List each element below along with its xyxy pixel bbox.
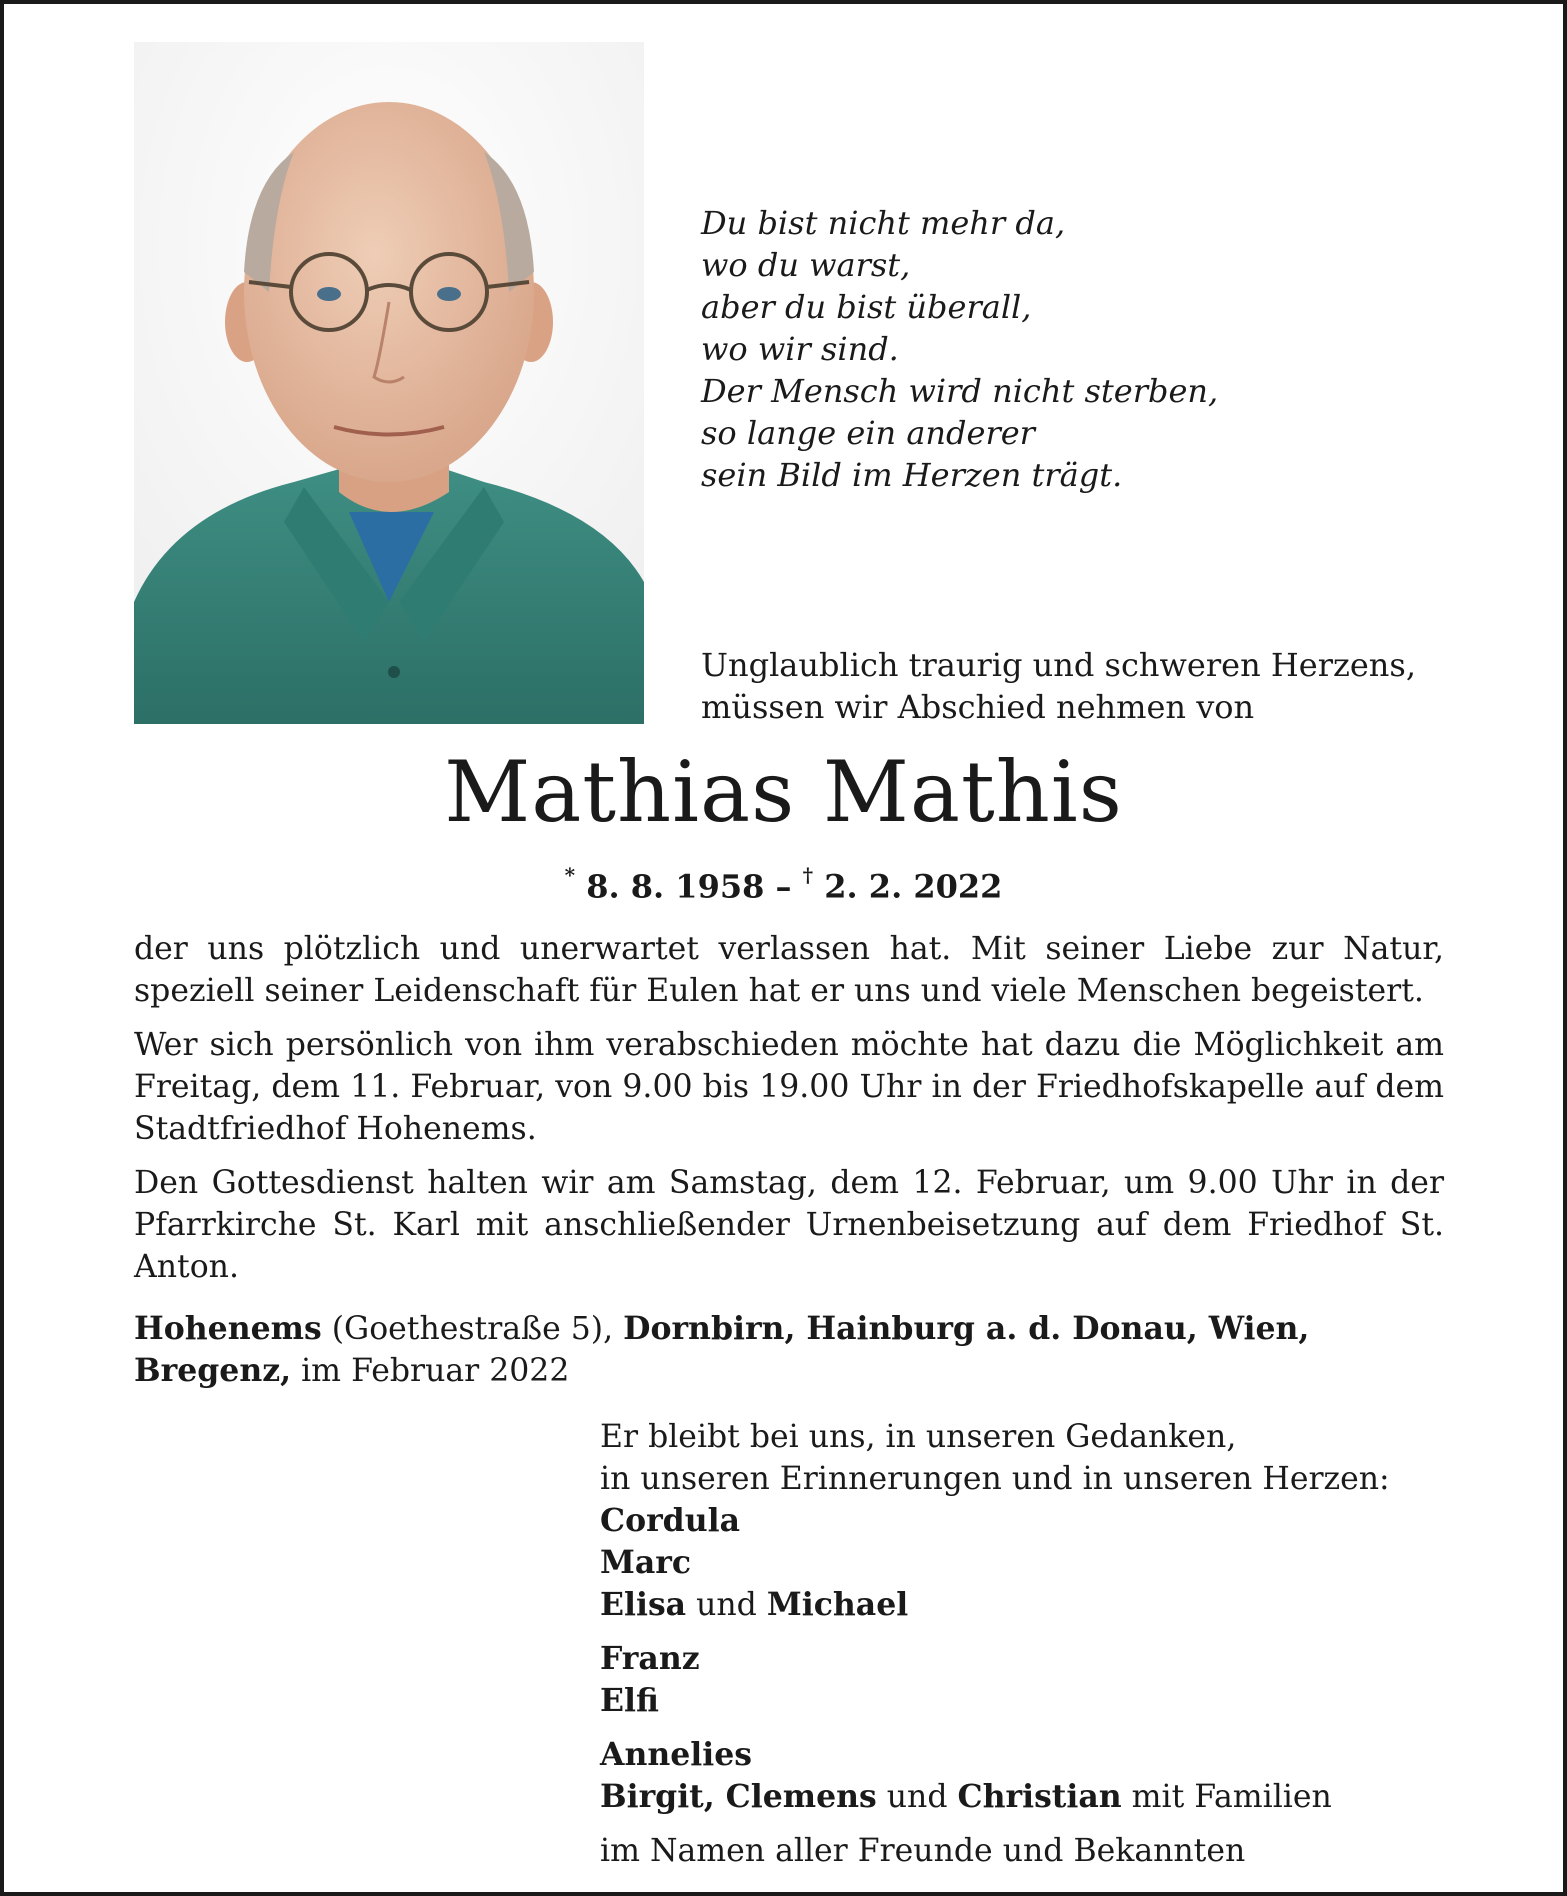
body-paragraph: Den Gottesdienst halten wir am Samstag, dem 12. Februar, um 9.00 Uhr in der Pfarrkirche St. Karl mit anschließender Urnenbeisetzung auf dem Friedhof St. Anton. xyxy=(134,1165,1444,1285)
intro-text xyxy=(701,644,1481,728)
mourner-name: Michael xyxy=(766,1586,909,1623)
body-paragraph: der uns plötzlich und unerwartet verlassen hat. Mit seiner Liebe zur Natur, speziell seiner Leidenschaft für Eulen hat er uns und viele Menschen begeistert. xyxy=(134,931,1444,1009)
mourner-conjunction: und xyxy=(886,1779,948,1815)
poem-line: aber du bist überall, xyxy=(701,288,1032,326)
poem-line: sein Bild im Herzen trägt. xyxy=(701,456,1123,494)
death-date: 2. 2. 2022 xyxy=(824,867,1003,906)
mourner-name: Annelies xyxy=(600,1736,752,1773)
place-cities: Dornbirn, Hainburg a. d. Donau, Wien, xyxy=(623,1310,1310,1347)
poem-line: wo wir sind. xyxy=(701,330,899,368)
portrait-icon xyxy=(134,42,644,724)
place-date: im Februar 2022 xyxy=(301,1353,570,1389)
intro-line: Unglaublich traurig und schweren Herzens, xyxy=(701,646,1416,684)
mourners-intro-line: in unseren Erinnerungen und in unseren Herzen: xyxy=(600,1461,1390,1497)
poem-line: Du bist nicht mehr da, xyxy=(701,204,1066,242)
poem xyxy=(701,202,1401,496)
mourner-name: Birgit, Clemens xyxy=(600,1778,877,1815)
place-city-last: Bregenz, xyxy=(134,1352,292,1389)
intro-line: müssen wir Abschied nehmen von xyxy=(701,688,1255,726)
portrait-photo xyxy=(134,42,644,724)
mourners-list xyxy=(600,1416,1480,1872)
mourner-name: Franz xyxy=(600,1640,700,1677)
friends-line: im Namen aller Freunde und Bekannten xyxy=(600,1833,1246,1869)
death-symbol: † xyxy=(802,863,814,887)
mourner-name: Elfi xyxy=(600,1682,659,1719)
place-address: (Goethestraße 5), xyxy=(331,1311,614,1347)
place-city: Hohenems xyxy=(134,1310,322,1347)
poem-line: wo du warst, xyxy=(701,246,911,284)
deceased-name: Mathias Mathis xyxy=(444,743,1123,841)
place-and-date xyxy=(134,1308,1454,1392)
mourner-name: Elisa xyxy=(600,1586,687,1623)
mourner-conjunction: und xyxy=(696,1587,757,1623)
mourner-suffix: mit Familien xyxy=(1131,1779,1332,1815)
mourner-name: Marc xyxy=(600,1544,692,1581)
mourners-intro-line: Er bleibt bei uns, in unseren Gedanken, xyxy=(600,1419,1237,1455)
poem-line: Der Mensch wird nicht sterben, xyxy=(701,372,1219,410)
poem-line: so lange ein anderer xyxy=(701,414,1035,452)
mourner-name: Cordula xyxy=(600,1502,740,1539)
date-separator: – xyxy=(775,867,792,906)
birth-symbol: * xyxy=(564,863,576,887)
body-paragraph: Wer sich persönlich von ihm verabschieden möchte hat dazu die Möglichkeit am Freitag, dem 11. Februar, von 9.00 bis 19.00 Uhr in der Friedhofskapelle auf dem Stadtfriedhof Hohenems. xyxy=(134,1027,1444,1147)
obituary-body xyxy=(134,928,1444,1300)
life-dates xyxy=(4,859,1563,907)
birth-date: 8. 8. 1958 xyxy=(586,867,765,906)
mourner-name: Christian xyxy=(957,1778,1122,1815)
